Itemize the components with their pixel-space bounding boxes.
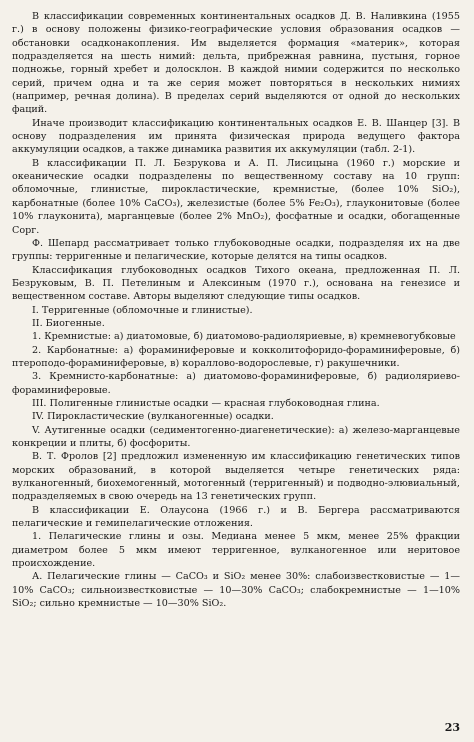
list-item-siliceous-carbonate: 3. Кремнисто-карбонатные: а) диатомово-фораминиферовые, б) радиоляриево-фораминиферовые.: [12, 371, 460, 396]
paragraph-bezrukov-lisitsyn: В классификации П. Л. Безрукова и А. П. Лисицына (1960 г.) морские и океанические осадки подразделены по вещественному составу на 10 групп: обломочные, глинистые, пирокластические, кремнистые, (более 10% SiO₂), карбонатные (более 10% CaCO₃), железистые (более 5% Fe₂O₃), глауконитовые (более 10% глауконита), марганцевые (более 2% MnO₂), фосфатные и осадки, обогащенные Cорг.: [12, 157, 460, 236]
paragraph-pelagic-clays-a: А. Пелагические глины — CaCO₃ и SiO₂ менее 30%: слабоизвестковистые — 1—10% CaCO₃; сильноизвестковистые — 10—30% CaCO₃; слабокремнистые — 1—10% SiO₂; сильно кремнистые — 10—30% SiO₂.: [12, 571, 460, 610]
list-item-carbonate: 2. Карбонатные: а) фораминиферовые и кокколитофоридо-фораминиферовые, б) птероподо-фораминиферовые, в) кораллово-водорослевые, г) ракушечники.: [12, 344, 460, 369]
paragraph-pacific-classification: Классификация глубоководных осадков Тихого океана, предложенная П. Л. Безруковым, В. П. Петелиным и Алексиным (1970 г.), основана на генезисе и вещественном составе. Авторы выделяют следующие типы осадков.: [12, 264, 460, 303]
list-item-siliceous: 1. Кремнистые: а) диатомовые, б) диатомово-радиоляриевые, в) кремневогубковые: [32, 331, 456, 343]
paragraph-shantser: Иначе производит классификацию континентальных осадков Е. В. Шанцер [3]. В основу подразделения им принята физическая природа ведущего фактора аккумуляции осадков, а также динамика развития их аккумуляции (табл. 2-1).: [12, 117, 460, 156]
list-item-biogenic: II. Биогенные.: [32, 317, 105, 329]
paragraph-nalivkin: В классификации современных континентальных осадков Д. В. Наливкина (1955 г.) в основу положены физико-географические условия образования осадков — обстановки осадконакопления. Им выделяется формация «материк», которая подразделяется на шесть нимий: дельта, прибрежная равнина, пустыня, горное подножье, горный хребет и долосклон. В каждой нимии содержится по несколько серий, причем одна и та же серия может повторяться в нескольких нимиях (например, речная долина). В пределах серий выделяются от одной до нескольких фаций.: [12, 11, 460, 116]
paragraph-frolov: В. Т. Фролов [2] предложил измененную им классификацию генетических типов морских образований, в которой выделяется четыре генетических ряда: вулканогенный, биохемогенный, мотогенный (терригенный) и подводно-элювиальный, подразделяемых в свою очередь на 13 генетических групп.: [12, 451, 460, 503]
list-item-pyroclastic: IV. Пирокластические (вулканогенные) осадки.: [32, 411, 274, 423]
paragraph-shepard: Ф. Шепард рассматривает только глубоководные осадки, подразделяя их на две группы: терригенные и пелагические, которые делятся на типы осадков.: [12, 237, 460, 263]
list-item-polygenic: III. Полигенные глинистые осадки — красная глубоководная глина.: [32, 397, 380, 409]
list-item-terrigenous: I. Терригенные (обломочные и глинистые).: [32, 304, 253, 316]
paragraph-olausson: В классификации Е. Олаусона (1966 г.) и В. Бергера рассматриваются пелагические и гемипелагические отложения.: [12, 504, 460, 530]
page-number: 23: [444, 720, 460, 734]
paragraph-pelagic-clays: 1. Пелагические глины и озы. Медиана менее 5 мкм, менее 25% фракции диаметром более 5 мкм имеют терригенное, вулканогенное или неритовое происхождение.: [12, 531, 460, 570]
list-item-authigenic: V. Аутигенные осадки (седиментогенно-диагенетические): а) железо-марганцевые конкреции и плиты, б) фосфориты.: [12, 424, 460, 449]
